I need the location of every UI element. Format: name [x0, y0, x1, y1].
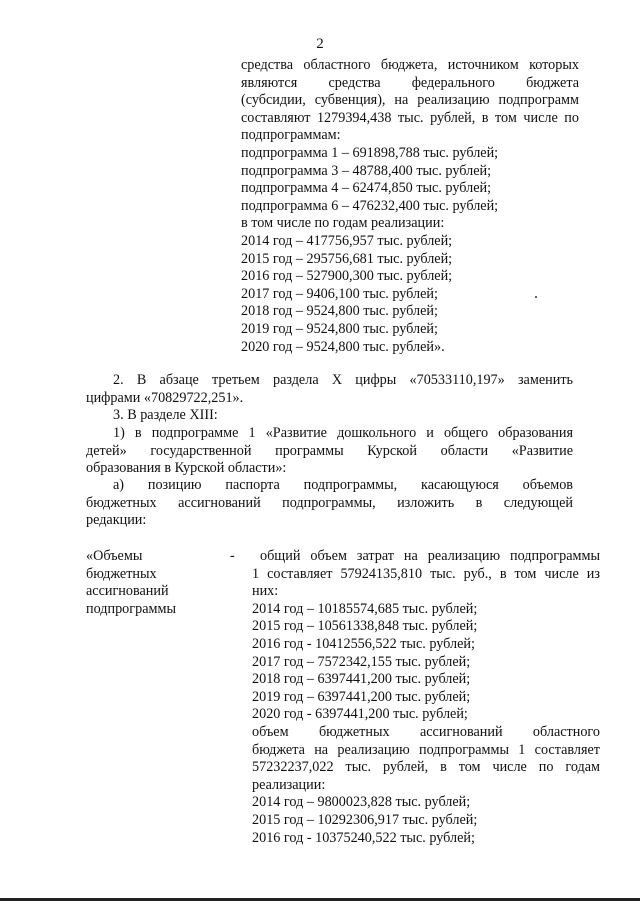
value-line: 1 составляет 57924135,810 тыс. руб., в том числе из	[252, 565, 600, 582]
year-line: 2016 год - 10375240,522 тыс. рублей;	[252, 829, 475, 846]
text-line: (субсидии, субвенция), на реализацию подпрограмм	[241, 92, 579, 109]
scan-speck	[535, 296, 537, 298]
text-line: детей» государственной программы Курской области «Развитие	[86, 442, 573, 459]
label-line: подпрограммы	[86, 600, 176, 617]
value-line: объем бюджетных ассигнований областного	[252, 723, 600, 740]
subprogram-line: подпрограмма 3 – 48788,400 тыс. рублей;	[241, 162, 492, 179]
text-line: 3. В разделе XIII:	[113, 407, 218, 423]
item-3-subitem-1	[86, 425, 573, 478]
year-line: 2015 год – 10292306,917 тыс. рублей;	[252, 811, 478, 828]
year-line: 2016 год – 527900,300 тыс. рублей;	[241, 268, 453, 285]
scan-bottom-edge	[0, 898, 640, 901]
year-line: 2019 год – 9524,800 тыс. рублей;	[241, 320, 438, 337]
text-line: редакции:	[86, 512, 147, 529]
text-line: образования в Курской области»:	[86, 460, 287, 477]
subprogram-line: подпрограмма 4 – 62474,850 тыс. рублей;	[241, 180, 492, 197]
year-line: 2018 год – 9524,800 тыс. рублей;	[241, 303, 438, 320]
text-line: в том числе по годам реализации:	[241, 215, 445, 232]
text-line: подпрограммам:	[241, 127, 341, 144]
label-line: ассигнований	[86, 583, 169, 600]
year-line: 2017 год – 9406,100 тыс. рублей;	[241, 285, 438, 302]
year-line: 2014 год – 10185574,685 тыс. рублей;	[252, 600, 478, 617]
passport-label-column	[86, 548, 226, 618]
year-line: 2019 год – 6397441,200 тыс. рублей;	[252, 688, 471, 705]
passport-value-column	[252, 548, 600, 847]
item-3-heading	[86, 407, 573, 425]
label-line: бюджетных	[86, 565, 157, 582]
item-3-subitem-a	[86, 477, 573, 530]
year-line: 2014 год – 417756,957 тыс. рублей;	[241, 232, 453, 249]
value-line: них:	[252, 583, 279, 600]
text-line: цифрами «70829722,251».	[86, 389, 244, 406]
text-line: средства областного бюджета, источником которых	[241, 57, 579, 73]
year-line: 2014 год – 9800023,828 тыс. рублей;	[252, 794, 471, 811]
year-line: 2020 год - 6397441,200 тыс. рублей;	[252, 706, 468, 723]
label-line: «Объемы	[86, 548, 143, 564]
text-line: а) позицию паспорта подпрограммы, касающуюся объемов	[113, 477, 573, 493]
value-line: бюджета на реализацию подпрограммы 1 составляет	[252, 741, 600, 758]
text-line: бюджетных ассигнований подпрограммы, изложить в следующей	[86, 494, 573, 511]
text-line: являются средства федерального бюджета	[241, 74, 579, 91]
passport-dash: -	[230, 548, 235, 564]
text-line: 1) в подпрограмме 1 «Развитие дошкольного и общего образования	[113, 425, 573, 441]
value-line: 57232237,022 тыс. рублей, в том числе по годам	[252, 759, 600, 776]
year-line: 2015 год – 295756,681 тыс. рублей;	[241, 250, 453, 267]
text-line: составляют 1279394,438 тыс. рублей, в том числе по	[241, 109, 579, 126]
year-line: 2015 год – 10561338,848 тыс. рублей;	[252, 618, 478, 635]
year-line: 2020 год – 9524,800 тыс. рублей».	[241, 338, 445, 355]
value-line: реализации:	[252, 776, 326, 793]
page-number: 2	[316, 36, 324, 52]
year-line: 2016 год - 10412556,522 тыс. рублей;	[252, 635, 475, 652]
budget-sources-block	[241, 57, 579, 356]
item-2-paragraph	[86, 372, 573, 407]
text-line: 2. В абзаце третьем раздела X цифры «70533110,197» заменить	[113, 372, 573, 388]
value-line: общий объем затрат на реализацию подпрограммы	[260, 548, 600, 564]
year-line: 2018 год – 6397441,200 тыс. рублей;	[252, 671, 471, 688]
subprogram-line: подпрограмма 1 – 691898,788 тыс. рублей;	[241, 144, 499, 161]
year-line: 2017 год – 7572342,155 тыс. рублей;	[252, 653, 471, 670]
subprogram-line: подпрограмма 6 – 476232,400 тыс. рублей;	[241, 197, 499, 214]
